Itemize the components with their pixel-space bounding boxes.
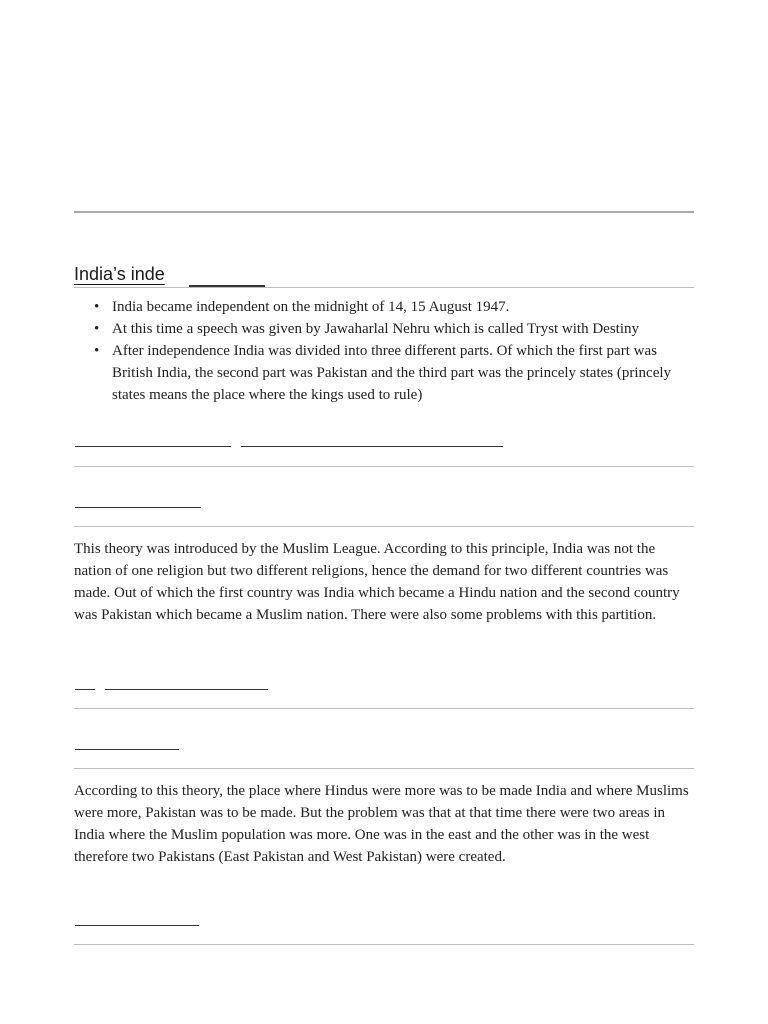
bullet-list — [74, 296, 694, 406]
heading-blank-line — [105, 689, 268, 690]
subheading-blank-line — [75, 507, 201, 508]
heading-blank-line — [75, 689, 95, 690]
heading-blank-line — [75, 925, 199, 926]
bullet-glyph: • — [94, 321, 100, 337]
partition-theory-paragraph: According to this theory, the place where Hindus were more was to be made India and where Muslims were more, Pakistan was to be made. But the problem was that at that time there were two areas in India where the Muslim population was more. One was in the east and the other was in the west therefore two Pakistans (East Pakistan and West Pakistan) were created. — [74, 783, 689, 865]
list-item — [74, 296, 694, 318]
list-item — [74, 318, 694, 340]
section-heading: India’s inde — [74, 264, 165, 284]
section-divider — [74, 466, 694, 467]
subheading-blank-line — [75, 749, 179, 750]
heading-blank-line — [75, 446, 231, 447]
bullet-text: India became independent on the midnight of 14, 15 August 1947. — [112, 299, 510, 315]
two-nation-theory-paragraph: This theory was introduced by the Muslim League. According to this principle, India was not the nation of one religion but two different religions, hence the demand for two different countries was made. Out of which the first country was India which became a Hindu nation and the second country was Pakistan which became a Muslim nation. There were also some problems with this partition. — [74, 541, 680, 623]
subheading-divider — [74, 768, 694, 769]
subheading-divider — [74, 526, 694, 527]
bullet-glyph: • — [94, 343, 100, 359]
heading-divider — [74, 287, 694, 288]
heading-blank-line — [241, 446, 503, 447]
bullet-text: At this time a speech was given by Jawaharlal Nehru which is called Tryst with Destiny — [112, 321, 639, 337]
bullet-text: After independence India was divided into three different parts. Of which the first part was British India, the second part was Pakistan and the third part was the princely states (princely states means the place where the kings used to rule) — [112, 343, 672, 403]
bullet-glyph: • — [94, 299, 100, 315]
top-divider — [74, 211, 694, 213]
section-divider — [74, 944, 694, 945]
list-item — [74, 340, 694, 406]
section-divider — [74, 708, 694, 709]
